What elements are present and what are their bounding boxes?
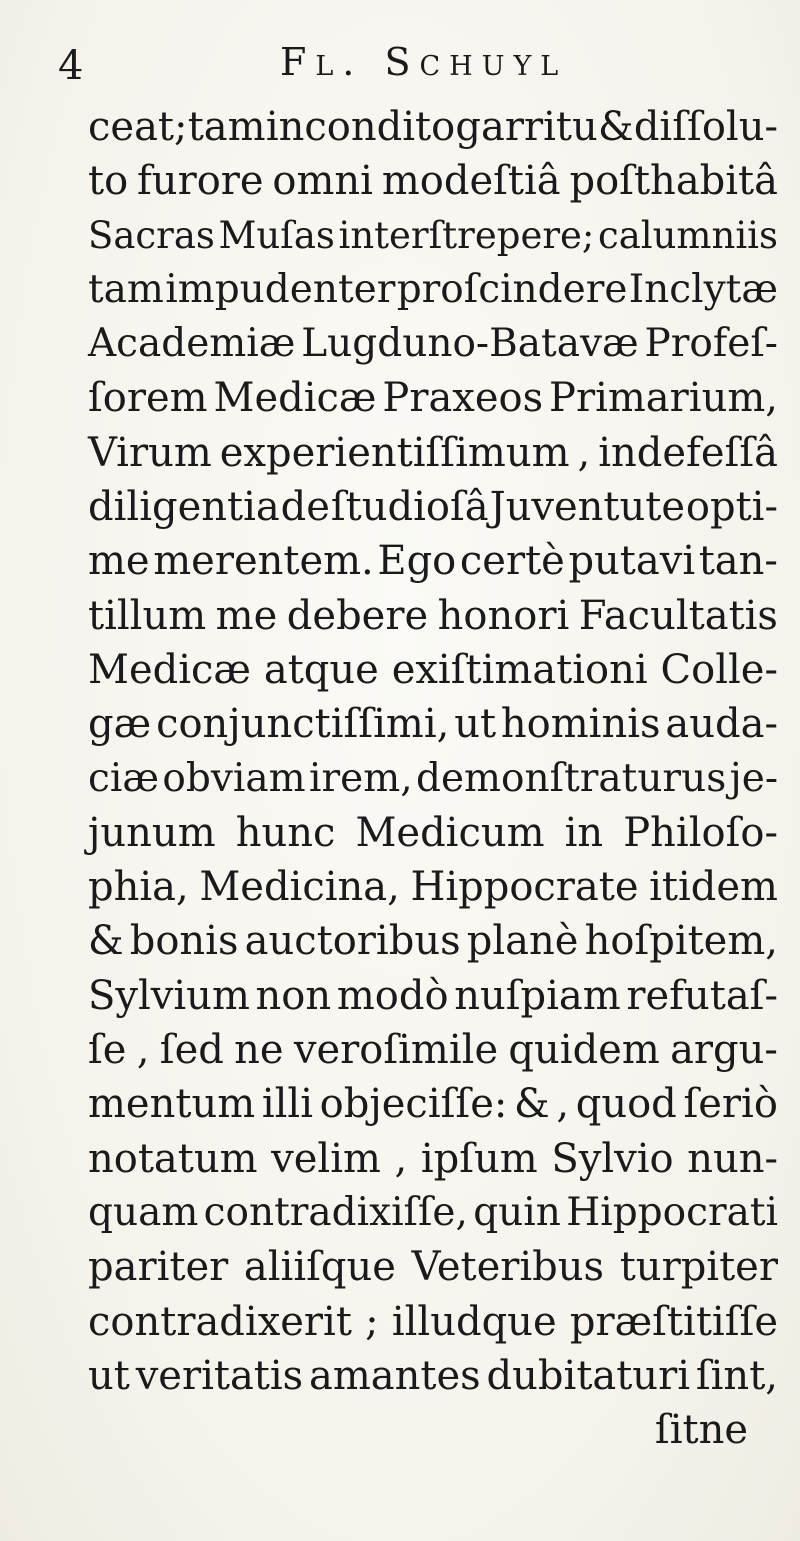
text-line: ſe , ſed ne veroſimile quidem argu- xyxy=(88,1027,778,1074)
text-line: pariter aliiſque Veteribus turpiter xyxy=(88,1244,778,1291)
text-line: mentum illi objeciſſe: & , quod ſeriò xyxy=(88,1081,778,1128)
text-line: tam impudenter proſcindere Inclytæ xyxy=(88,266,778,312)
text-line: phia, Medicina, Hippocrate itidem xyxy=(88,864,778,911)
running-head xyxy=(0,40,800,90)
text-line: ciæ obviam irem, demonſtraturus je- xyxy=(88,755,778,801)
catchword: ſitne xyxy=(654,1407,748,1454)
text-line: Academiæ Lugduno-Batavæ Profeſ- xyxy=(88,321,778,367)
text-line: to furore omni modeſtiâ poſthabitâ xyxy=(88,158,778,205)
page-number: 4 xyxy=(58,43,84,89)
text-line: Virum experientiſſimum , indefeſſâ xyxy=(88,429,778,476)
text-line: Sacras Muſas interſtrepere; calumniis xyxy=(88,213,778,257)
body-text xyxy=(88,100,778,1457)
text-line: & bonis auctoribus planè hoſpitem, xyxy=(88,918,778,965)
text-line: contradixerit ; illudque præſtitiſſe xyxy=(88,1298,778,1345)
text-line: diligentia de ſtudioſâ Juventute opti- xyxy=(88,484,778,531)
running-title: Fl. Schuyl xyxy=(280,40,568,84)
text-line: ſorem Medicæ Praxeos Primarium, xyxy=(88,375,778,422)
text-line: ut veritatis amantes dubitaturi ſint, xyxy=(88,1352,778,1399)
text-line: Medicæ atque exiſtimationi Colle- xyxy=(88,646,778,693)
text-line: gæ conjunctiſſimi, ut hominis auda- xyxy=(88,701,778,748)
text-line: me merentem. Ego certè putavi tan- xyxy=(88,538,778,585)
text-line: junum hunc Medicum in Philoſo- xyxy=(88,809,778,856)
text-line: quam contradixiſſe, quin Hippocrati xyxy=(88,1189,778,1235)
text-line: Sylvium non modò nuſpiam refutaſ- xyxy=(88,972,778,1019)
text-line: notatum velim , ipſum Sylvio nun- xyxy=(88,1135,778,1182)
text-line: ceat; tam incondito garritu & diſſolu- xyxy=(88,104,778,150)
text-line: tillum me debere honori Facultatis xyxy=(88,592,778,639)
